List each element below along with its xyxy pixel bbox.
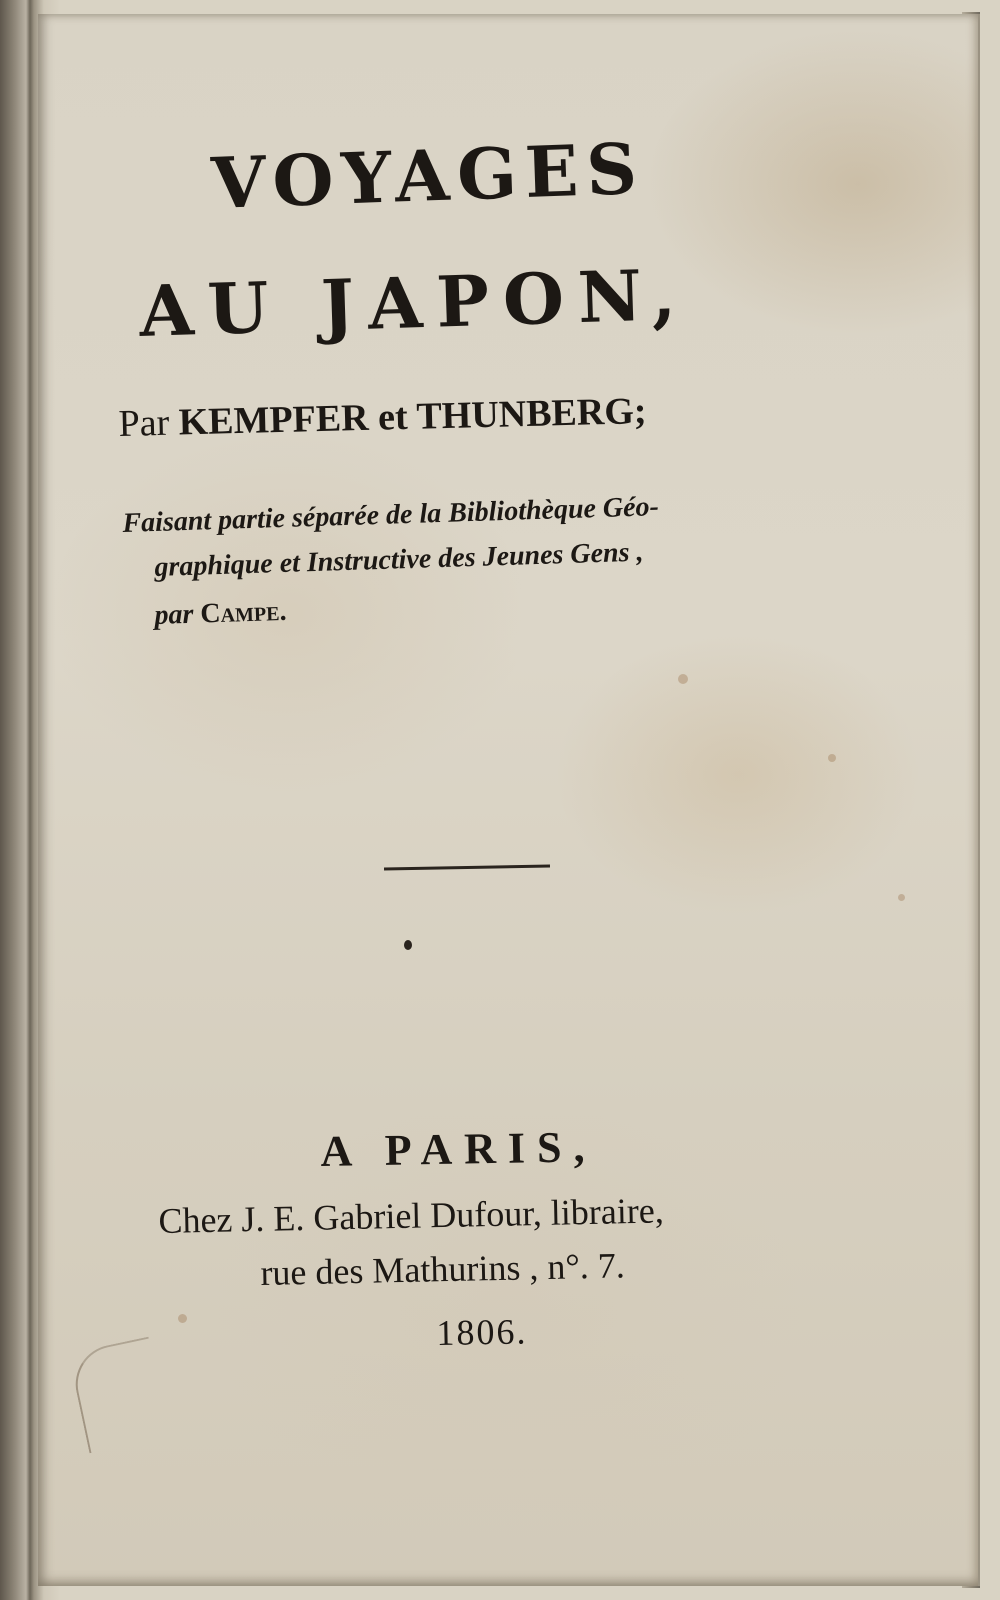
author-names: KEMPFER et THUNBERG;	[178, 390, 648, 444]
separator-rule	[384, 865, 550, 871]
imprint-publisher: Chez J. E. Gabriel Dufour, libraire,	[158, 1190, 665, 1241]
subtitle-line-1: Faisant partie séparée de la Bibliothèque Géo-	[122, 491, 660, 539]
title-line-2: AU JAPON,	[138, 252, 691, 353]
imprint-address: rue des Mathurins , n°. 7.	[260, 1245, 626, 1293]
subtitle-prefix: par	[154, 598, 201, 631]
foxing-spot	[678, 674, 688, 684]
subtitle-line-3	[154, 596, 287, 632]
foxing-spot	[178, 1314, 187, 1323]
ink-dot	[404, 940, 412, 950]
author-line	[118, 389, 647, 446]
title-line-1: VOYAGES	[210, 126, 647, 225]
page-tear	[68, 1337, 169, 1454]
subtitle-author: Campe.	[199, 595, 287, 630]
author-prefix: Par	[118, 401, 180, 445]
imprint-year: 1806.	[436, 1311, 528, 1353]
foxing-spot	[828, 754, 836, 762]
title-page	[38, 14, 980, 1586]
imprint-place: A PARIS,	[320, 1122, 597, 1176]
subtitle-line-2: graphique et Instructive des Jeunes Gens ,	[154, 536, 644, 583]
foxing-spot	[898, 894, 905, 901]
